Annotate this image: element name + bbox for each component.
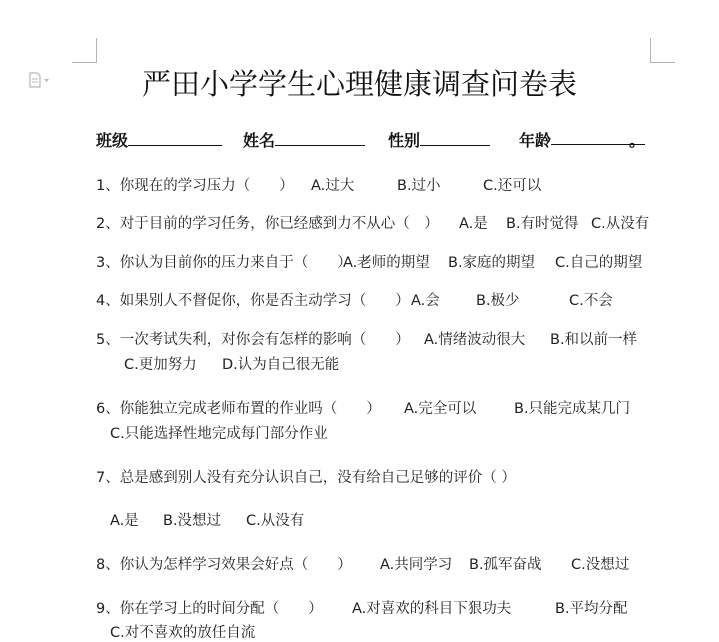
question-9-stem: 9、你在学习上的时间分配（ ）	[96, 601, 323, 617]
question-5-option-b[interactable]: B.和以前一样	[550, 332, 638, 348]
question-9-option-c[interactable]: C.对不喜欢的放任自流	[110, 625, 256, 641]
question-2-option-a[interactable]: A.是	[459, 216, 488, 232]
field-name-blank[interactable]	[275, 129, 365, 146]
question-8-stem: 8、你认为怎样学习效果会好点（ ）	[96, 557, 352, 573]
question-2-option-b[interactable]: B.有时觉得	[506, 216, 579, 232]
field-name-label: 姓名	[243, 131, 276, 150]
question-8-option-b[interactable]: B.孤军奋战	[469, 557, 542, 573]
question-3-stem: 3、你认为目前你的压力来自于（ ）	[96, 255, 352, 271]
question-4-option-b[interactable]: B.极少	[476, 293, 520, 309]
question-6-option-b[interactable]: B.只能完成某几门	[514, 401, 631, 417]
question-6-stem: 6、你能独立完成老师布置的作业吗（ ）	[96, 401, 381, 417]
question-5-option-d[interactable]: D.认为自己很无能	[222, 357, 340, 373]
question-4-option-c[interactable]: C.不会	[569, 293, 613, 309]
field-class	[96, 128, 222, 151]
question-1-option-b[interactable]: B.过小	[397, 178, 441, 194]
question-6-option-a[interactable]: A.完全可以	[404, 401, 477, 417]
field-class-blank[interactable]	[128, 129, 222, 146]
page-corner-mark-top-left	[72, 38, 97, 63]
question-2-stem: 2、对于目前的学习任务，你已经感到力不从心（ ）	[96, 216, 439, 232]
question-7-stem: 7、总是感到别人没有充分认识自己，没有给自己足够的评价（ ）	[96, 470, 516, 486]
field-age-label: 年龄	[519, 131, 552, 150]
question-3-option-a[interactable]: A.老师的期望	[343, 255, 430, 271]
field-gender-blank[interactable]	[420, 129, 490, 146]
question-3-option-c[interactable]: C.自己的期望	[555, 255, 643, 271]
question-4-stem: 4、如果别人不督促你，你是否主动学习（ ）	[96, 293, 410, 309]
question-1-option-a[interactable]: A.过大	[311, 178, 355, 194]
question-7-option-b[interactable]: B.没想过	[163, 513, 222, 529]
question-1-option-c[interactable]: C.还可以	[483, 178, 542, 194]
question-9-option-a[interactable]: A.对喜欢的科目下狠功夫	[352, 601, 512, 617]
field-age	[519, 128, 645, 151]
question-5-option-c[interactable]: C.更加努力	[124, 357, 197, 373]
field-gender	[388, 128, 490, 151]
question-5-option-a[interactable]: A.情绪波动很大	[424, 332, 526, 348]
question-8-option-c[interactable]: C.没想过	[571, 557, 630, 573]
question-4-option-a[interactable]: A.会	[411, 293, 440, 309]
field-age-blank[interactable]	[551, 128, 646, 150]
field-name	[243, 128, 365, 151]
field-age-suffix: 。	[629, 131, 646, 150]
field-gender-label: 性别	[388, 131, 421, 150]
question-6-option-c[interactable]: C.只能选择性地完成每门部分作业	[110, 426, 328, 442]
question-7-option-a[interactable]: A.是	[110, 513, 139, 529]
question-1-stem: 1、你现在的学习压力（ ）	[96, 178, 294, 194]
question-9-option-b[interactable]: B.平均分配	[555, 601, 628, 617]
question-8-option-a[interactable]: A.共同学习	[380, 557, 453, 573]
question-5-stem: 5、一次考试失利，对你会有怎样的影响（ ）	[96, 332, 410, 348]
page-corner-mark-top-right	[650, 38, 675, 63]
question-2-option-c[interactable]: C.从没有	[591, 216, 650, 232]
question-7-option-c[interactable]: C.从没有	[246, 513, 305, 529]
question-3-option-b[interactable]: B.家庭的期望	[448, 255, 536, 271]
field-class-label: 班级	[96, 131, 129, 150]
document-title: 严田小学学生心理健康调查问卷表	[141, 67, 577, 101]
